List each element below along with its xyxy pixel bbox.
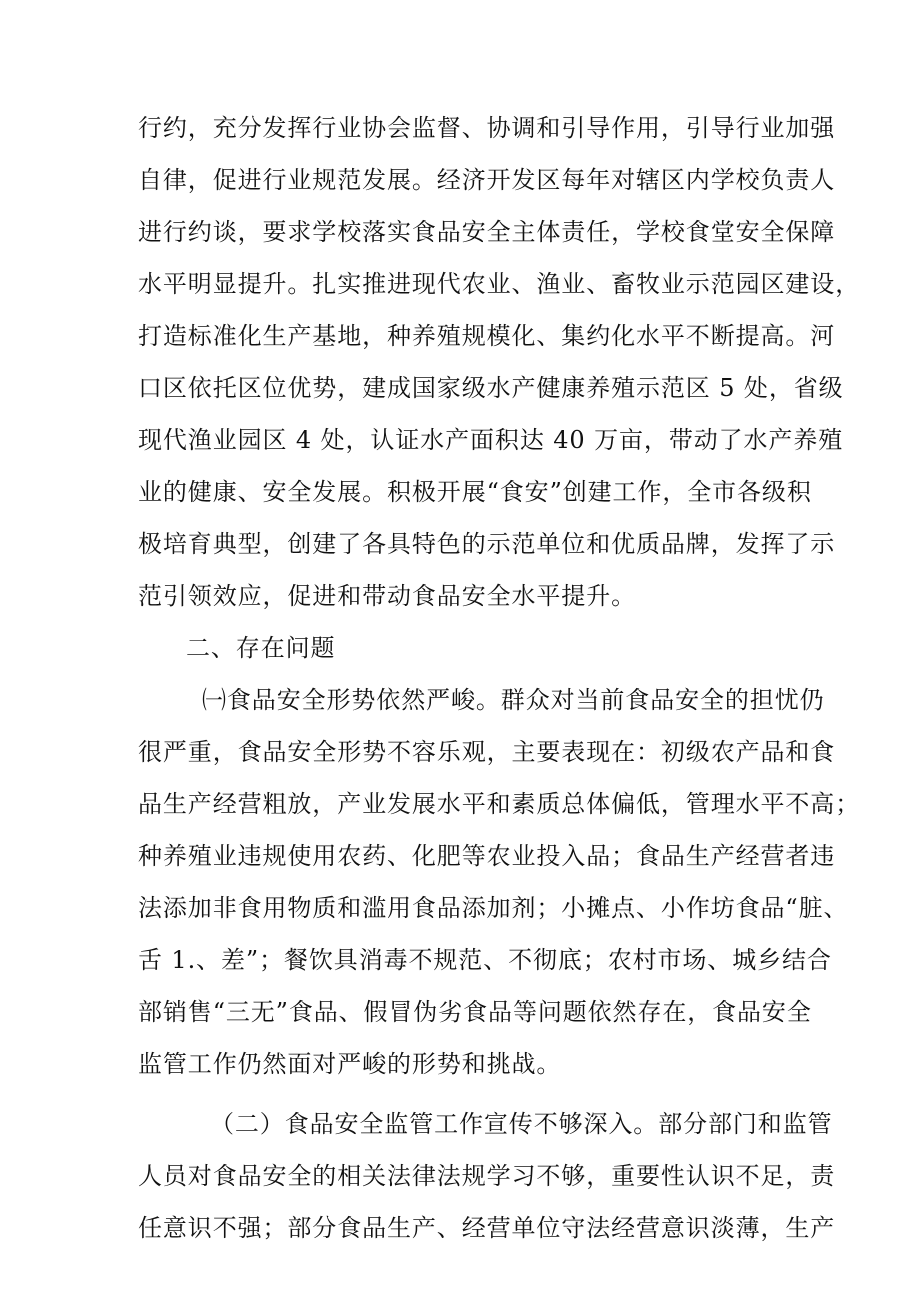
text-line: 现代渔业园区 4 处，认证水产面积达 40 万亩，带动了水产养殖: [138, 426, 844, 454]
text-line: 品生产经营粗放，产业发展水平和素质总体偏低，管理水平不高；: [138, 790, 861, 818]
text-line: 人员对食品安全的相关法律法规学习不够，重要性认识不足，责: [138, 1162, 836, 1190]
text-line: 很严重，食品安全形势不容乐观，主要表现在：初级农产品和食: [138, 738, 836, 766]
text-line: 进行约谈，要求学校落实食品安全主体责任，学校食堂安全保障: [138, 218, 836, 246]
text-line: 部销售“三无”食品、假冒伪劣食品等问题依然存在，食品安全: [138, 998, 812, 1026]
section-heading: 二、存在问题: [186, 634, 336, 662]
text-line: 范引领效应，促进和带动食品安全水平提升。: [138, 582, 636, 610]
text-line: 自律，促进行业规范发展。经济开发区每年对辖区内学校负责人: [138, 166, 836, 194]
text-line: 行约，充分发挥行业协会监督、协调和引导作用，引导行业加强: [138, 114, 836, 142]
text-line: 水平明显提升。扎实推进现代农业、渔业、畜牧业示范园区建设，: [138, 270, 861, 298]
text-line: 业的健康、安全发展。积极开展“食安”创建工作，全市各级积: [138, 478, 812, 506]
text-line: 任意识不强；部分食品生产、经营单位守法经营意识淡薄，生产: [138, 1214, 836, 1242]
text-line: 舌 1.、差”；餐饮具消毒不规范、不彻底；农村市场、城乡结合: [138, 946, 832, 974]
text-line: 打造标准化生产基地，种养殖规模化、集约化水平不断提高。河: [138, 322, 836, 350]
text-line: 法添加非食用物质和滥用食品添加剂；小摊点、小作坊食品“脏、: [138, 894, 849, 922]
text-line: 口区依托区位优势，建成国家级水产健康养殖示范区 5 处，省级: [138, 374, 844, 402]
paragraph-first-line: （二）食品安全监管工作宣传不够深入。部分部门和监管: [210, 1110, 833, 1138]
paragraph-first-line: ㈠食品安全形势依然严峻。群众对当前食品安全的担忧仍: [202, 686, 825, 714]
text-line: 种养殖业违规使用农药、化肥等农业投入品；食品生产经营者违: [138, 842, 836, 870]
text-line: 极培育典型，创建了各具特色的示范单位和优质品牌，发挥了示: [138, 530, 836, 558]
text-line: 监管工作仍然面对严峻的形势和挑战。: [138, 1050, 562, 1078]
